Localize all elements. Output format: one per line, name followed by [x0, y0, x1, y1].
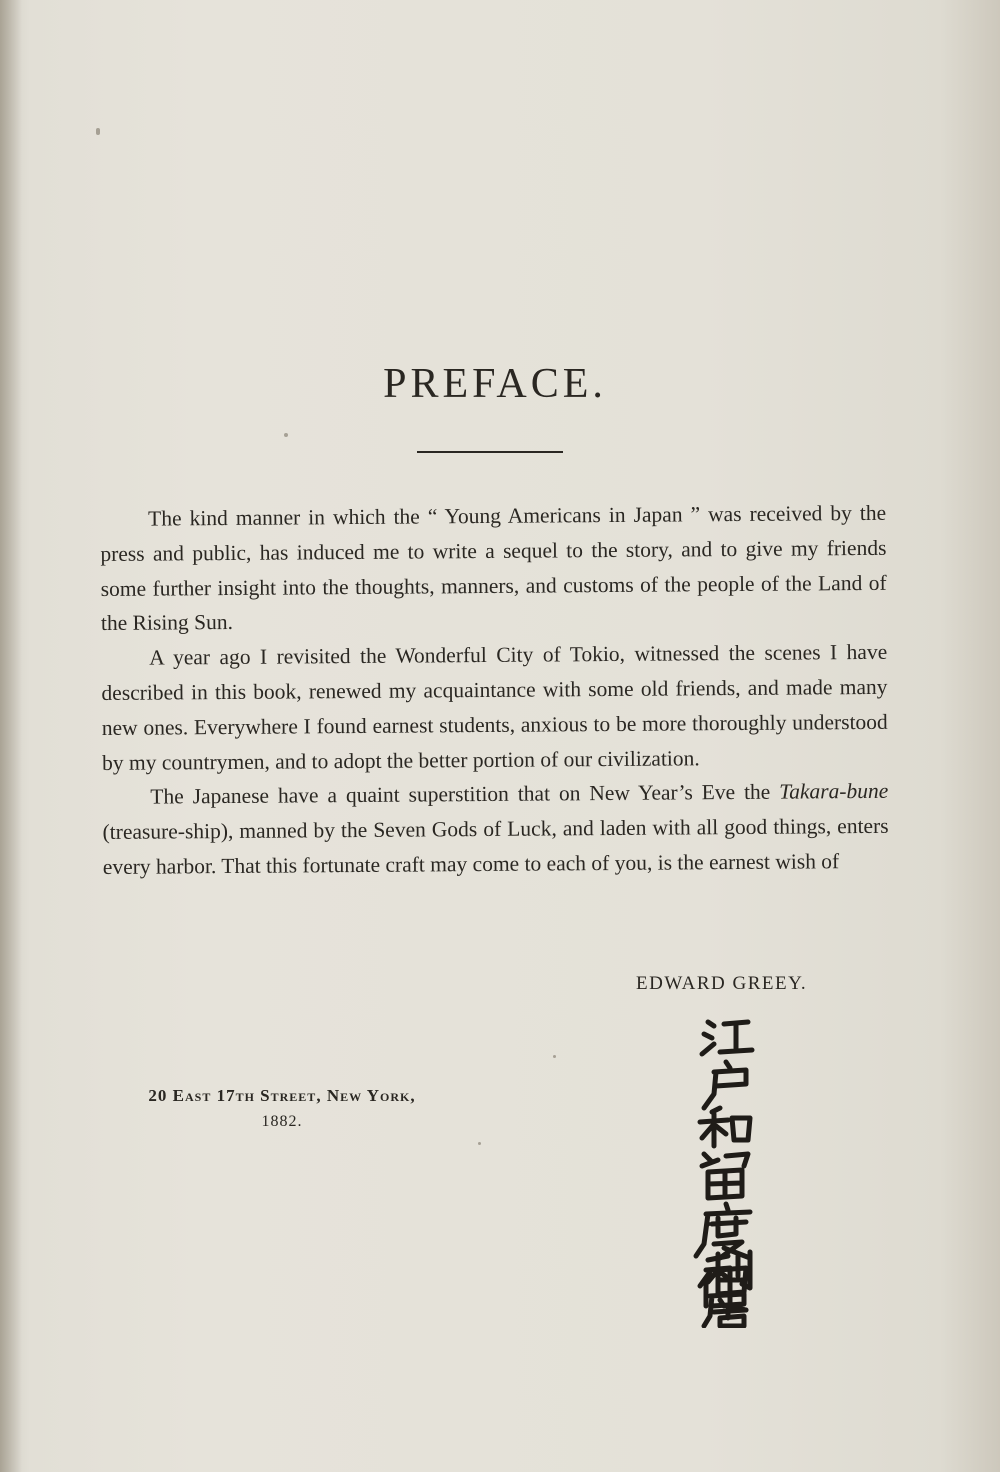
paragraph: The kind manner in which the “ Young Americans in Japan ” was received by the press and public, has induced me to write a sequel to the story, and to give my friends some further insight into the thoughts, manners, and customs of the people of the Land of the Rising Sun.	[100, 500, 887, 636]
paragraph-text: (treasure-ship), manned by the Seven Gods of Luck, and laden with all good things, enters every harbor. That this fortunate craft may come to each of you, is the earnest wish of	[102, 813, 889, 879]
paper-speck	[478, 1142, 481, 1145]
italic-term: Takara-bune	[779, 779, 889, 805]
paper-speck	[284, 433, 288, 437]
address-block	[108, 1083, 456, 1135]
author-signature: EDWARD GREEY.	[636, 973, 808, 994]
preface-body	[100, 496, 889, 885]
address-year: 1882.	[261, 1113, 303, 1130]
paragraph: A year ago I revisited the Wonderful City of Tokio, witnessed the scenes I have described in this book, renewed my acquaintance with some old friends, and made many new ones. Everywhere I found earnest students, anxious to be more thoroughly understood by my countrymen, and to adopt the better portion of our civilization.	[101, 640, 888, 775]
paper-speck	[96, 128, 100, 135]
kanji-seal-drawing-lower	[690, 1322, 760, 1432]
paragraph	[102, 774, 889, 885]
title-rule	[417, 451, 563, 453]
kanji-lower-chars	[700, 1208, 760, 1328]
paragraph-text: The Japanese have a quaint superstition that on New Year’s Eve the	[150, 780, 780, 809]
kanji-lower-drawing	[700, 1208, 760, 1328]
page-title: PREFACE.	[383, 361, 607, 407]
address-line: 20 East 17th Street, New York,	[148, 1086, 416, 1105]
binding-shadow	[0, 0, 22, 1472]
paper-speck	[553, 1055, 556, 1058]
